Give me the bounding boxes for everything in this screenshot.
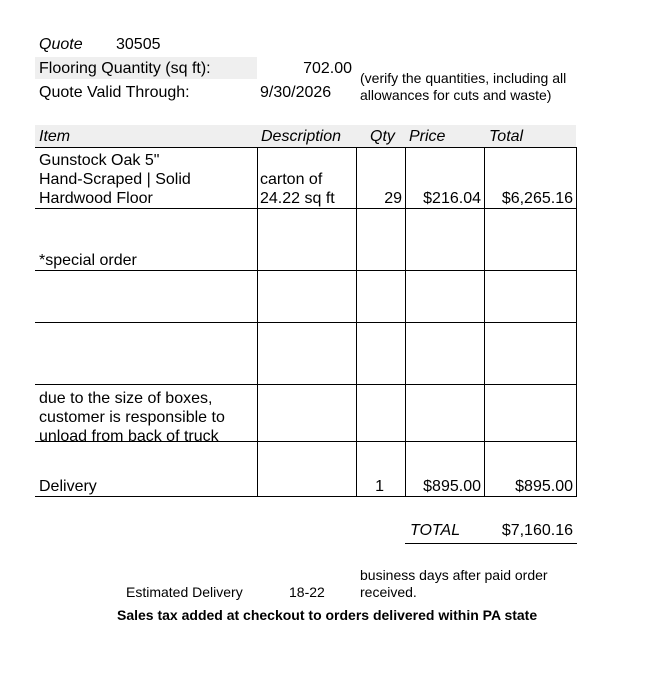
note-line: due to the size of boxes,	[39, 390, 213, 407]
description-line: carton of	[260, 171, 323, 188]
header-description: Description	[261, 128, 342, 145]
note-line: customer is responsible to	[39, 409, 225, 426]
item-line: Gunstock Oak 5"	[39, 152, 160, 169]
table-rule	[35, 384, 577, 385]
estimated-delivery-label: Estimated Delivery	[126, 584, 243, 600]
delivery-terms-line-2: received.	[360, 584, 417, 600]
product-total: $6,265.16	[501, 190, 573, 207]
flooring-quantity-label: Flooring Quantity (sq ft):	[39, 60, 211, 77]
special-order-note: *special order	[39, 252, 137, 269]
grand-total-label: TOTAL	[410, 522, 461, 539]
quote-valid-date: 9/30/2026	[260, 84, 332, 101]
table-row-product-description	[260, 170, 335, 208]
delivery-terms-line-1: business days after paid order	[360, 567, 548, 583]
table-rule	[35, 496, 577, 497]
delivery-item: Delivery	[39, 478, 97, 495]
header-total: Total	[489, 128, 524, 145]
flooring-quantity-value: 702.00	[303, 60, 352, 77]
table-rule	[35, 208, 577, 209]
delivery-price: $895.00	[423, 478, 481, 495]
table-column-rule	[576, 147, 577, 497]
estimated-delivery-range: 18-22	[289, 584, 325, 600]
product-qty: 29	[384, 190, 402, 207]
table-column-rule	[257, 147, 258, 497]
sales-tax-note: Sales tax added at checkout to orders delivered within PA state	[117, 607, 538, 623]
table-column-rule	[356, 147, 357, 497]
table-rule	[35, 270, 577, 271]
truck-unload-note	[39, 389, 225, 446]
quote-valid-label: Quote Valid Through:	[39, 84, 190, 101]
grand-total-value: $7,160.16	[501, 522, 573, 539]
product-price: $216.04	[423, 190, 481, 207]
item-line: Hardwood Floor	[39, 190, 153, 207]
delivery-qty: 1	[375, 478, 384, 495]
verify-note-line-2: allowances for cuts and waste)	[360, 87, 552, 103]
table-rule	[35, 147, 577, 148]
description-line: 24.22 sq ft	[260, 190, 335, 207]
verify-note-line-1: (verify the quantities, including all	[360, 70, 567, 86]
quote-number: 30505	[116, 36, 161, 53]
header-item: Item	[39, 128, 71, 145]
grand-total-rule	[405, 543, 577, 544]
header-qty: Qty	[370, 128, 395, 145]
header-price: Price	[409, 128, 446, 145]
table-column-rule	[405, 147, 406, 497]
table-row-product-item	[39, 151, 191, 208]
note-line: unload from back of truck	[39, 428, 219, 445]
delivery-total: $895.00	[515, 478, 573, 495]
item-line: Hand-Scraped | Solid	[39, 171, 191, 188]
quote-label: Quote	[39, 36, 83, 53]
table-column-rule	[484, 147, 485, 497]
table-rule	[35, 322, 577, 323]
